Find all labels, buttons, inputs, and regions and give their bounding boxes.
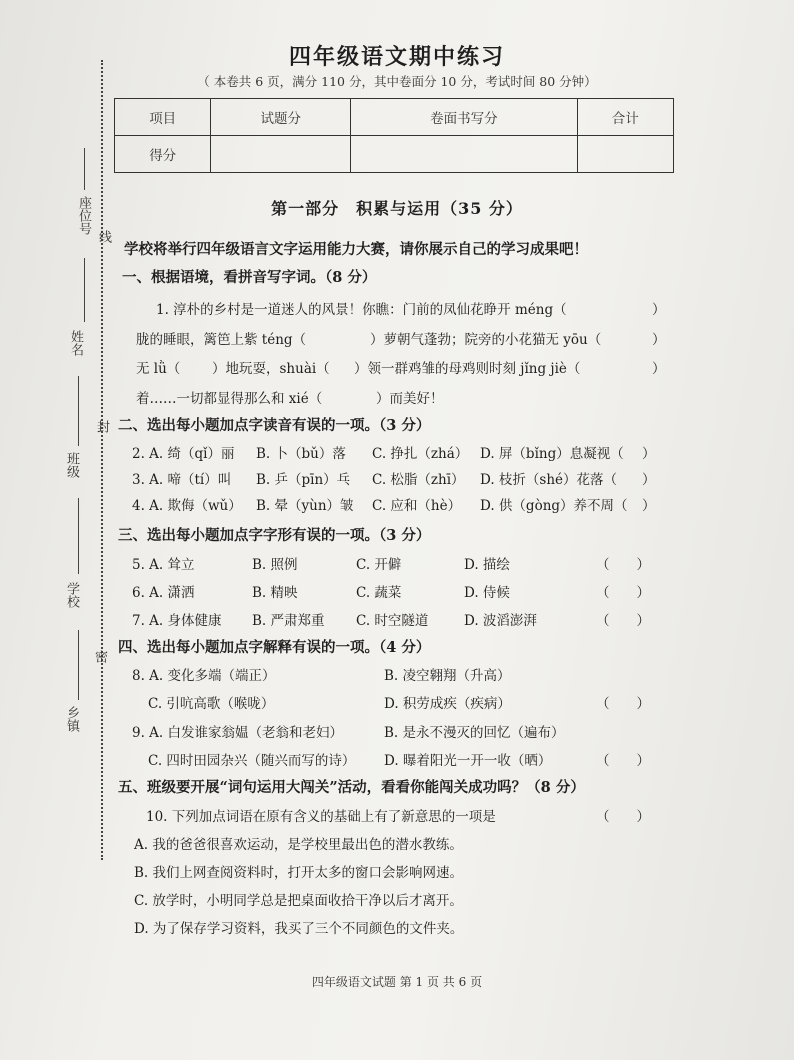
q6-option-b: B. 精映 — [252, 585, 298, 601]
q7-option-c: C. 时空隧道 — [356, 613, 429, 629]
answer-bracket: （ ） — [596, 696, 650, 712]
q5-option-d: D. 描绘 — [464, 557, 510, 573]
answer-bracket: （ ） — [596, 585, 650, 601]
seat-underline — [84, 148, 85, 190]
q3-option-c: C. 松脂（zhī） — [372, 472, 465, 488]
q9-option-c: C. 四时田园杂兴（随兴而写的诗） — [148, 753, 356, 769]
q7-option-d: D. 波滔澎湃 — [464, 613, 537, 629]
answer-bracket-close: ） — [642, 498, 656, 514]
q4-option-d: D. 供（gòng）养不周（ — [480, 498, 628, 514]
secret-label: 密 — [92, 650, 107, 663]
q1-line3b: ）地玩耍，shuài（ — [212, 361, 330, 377]
answer-bracket: （ ） — [596, 613, 650, 629]
q8-option-a: 8. A. 变化多端（端正） — [132, 668, 276, 684]
q5-option-c: C. 开僻 — [356, 557, 402, 573]
q3-option-b: B. 乒（pīn）乓 — [256, 472, 351, 488]
seal-label: 封 — [94, 420, 109, 433]
q8-option-c: C. 引吭高歌（喉咙） — [148, 696, 275, 712]
q10-option-d: D. 为了保存学习资料，我买了三个不同颜色的文件夹。 — [134, 921, 464, 937]
line-label: 线 — [96, 230, 111, 243]
exam-subtitle: （ 本卷共 6 页，满分 110 分，其中卷面分 10 分，考试时间 80 分钟） — [197, 74, 597, 89]
q10-stem: 10. 下列加点词语在原有含义的基础上有了新意思的一项是 — [146, 809, 496, 825]
q10-option-a: A. 我的爸爸很喜欢运动，是学校里最出色的潜水教练。 — [134, 837, 463, 853]
table-header-item: 项目 — [115, 99, 211, 136]
answer-bracket-close: ） — [652, 361, 666, 377]
page-footer: 四年级语文试题 第 1 页 共 6 页 — [311, 975, 483, 989]
q1-line3a: 无 lǜ（ — [136, 361, 181, 377]
q1-line2a: 胧的睡眼，篱笆上紫 téng（ — [136, 332, 307, 348]
q3-option-d: D. 枝折（shé）花落（ — [480, 472, 618, 488]
name-underline — [84, 258, 85, 322]
township-label: 乡镇 — [64, 706, 79, 732]
exam-title: 四年级语文期中练习 — [288, 44, 505, 70]
q1-line2b: ）萝朝气蓬勃；院旁的小花猫无 yōu（ — [370, 332, 602, 348]
answer-bracket-close: ） — [642, 472, 656, 488]
q8-option-b: B. 凌空翱翔（升高） — [384, 668, 511, 684]
q9-option-b: B. 是永不漫灭的回忆（遍布） — [384, 725, 565, 741]
answer-bracket-close: ） — [652, 302, 666, 318]
q4-option-a: 4. A. 欺侮（wǔ） — [132, 498, 242, 514]
q8-option-d: D. 积劳成疾（疾病） — [384, 696, 511, 712]
q7-option-a: 7. A. 身体健康 — [132, 613, 222, 629]
q7-option-b: B. 严肃郑重 — [252, 613, 325, 629]
township-underline — [78, 630, 79, 700]
q2-option-d: D. 屏（bǐng）息凝视（ — [480, 446, 624, 462]
section5-title: 五、班级要开展“词句运用大闯关”活动，看看你能闯关成功吗？（8 分） — [118, 779, 585, 796]
total-cell[interactable] — [577, 136, 673, 173]
q4-option-c: C. 应和（hè） — [372, 498, 462, 514]
q4-option-b: B. 晕（yùn）皱 — [256, 498, 354, 514]
answer-bracket: （ ） — [596, 809, 650, 825]
q5-option-b: B. 照例 — [252, 557, 298, 573]
q1-line4b: ）而美好！ — [376, 391, 444, 407]
table-header-total: 合计 — [577, 99, 673, 136]
q10-option-b: B. 我们上网查阅资料时，打开太多的窗口会影响网速。 — [134, 865, 464, 881]
school-underline — [78, 498, 79, 574]
section3-title: 三、选出每小题加点字字形有误的一项。（3 分） — [118, 527, 431, 544]
section1-title: 一、根据语境，看拼音写字词。（8 分） — [122, 269, 377, 286]
q6-option-a: 6. A. 潇洒 — [132, 585, 195, 601]
class-underline — [78, 376, 79, 446]
handwriting-cell[interactable] — [351, 136, 577, 173]
name-label: 姓名 — [68, 330, 83, 356]
q1-line4a: 着……一切都显得那么和 xié（ — [136, 391, 323, 407]
q1-line1: 1. 淳朴的乡村是一道迷人的风景！你瞧：门前的凤仙花睁开 méng（ — [156, 302, 567, 318]
answer-bracket-close: ） — [652, 332, 666, 348]
table-row — [115, 136, 674, 173]
table-header-score: 试题分 — [211, 99, 351, 136]
school-label: 学校 — [64, 582, 79, 608]
q5-option-a: 5. A. 耸立 — [132, 557, 195, 573]
answer-bracket: （ ） — [596, 753, 650, 769]
score-cell[interactable] — [211, 136, 351, 173]
section2-title: 二、选出每小题加点字读音有误的一项。（3 分） — [118, 417, 431, 434]
part1-title: 第一部分 积累与运用（35 分） — [271, 199, 523, 218]
q6-option-d: D. 侍候 — [464, 585, 510, 601]
table-row — [115, 99, 674, 136]
class-label: 班级 — [64, 452, 79, 478]
q10-option-c: C. 放学时，小明同学总是把桌面收拾干净以后才离开。 — [134, 893, 463, 909]
q1-line3c: ）领一群鸡雏的母鸡则时刻 jǐng jiè（ — [354, 361, 581, 377]
q2-option-b: B. 卜（bǔ）落 — [256, 446, 346, 462]
seat-label: 座位号 — [76, 196, 91, 235]
table-row-label: 得分 — [115, 136, 211, 173]
q9-option-a: 9. A. 白发谁家翁媪（老翁和老妇） — [132, 725, 344, 741]
score-table — [114, 98, 674, 173]
q6-option-c: C. 蔬菜 — [356, 585, 402, 601]
q9-option-d: D. 曝着阳光一开一收（晒） — [384, 753, 552, 769]
q3-option-a: 3. A. 啼（tí）叫 — [132, 472, 232, 488]
answer-bracket-close: ） — [642, 446, 656, 462]
section4-title: 四、选出每小题加点字解释有误的一项。（4 分） — [118, 639, 431, 656]
answer-bracket: （ ） — [596, 557, 650, 573]
table-header-handwriting: 卷面书写分 — [351, 99, 577, 136]
q2-option-a: 2. A. 绮（qǐ）丽 — [132, 446, 235, 462]
q2-option-c: C. 挣扎（zhá） — [372, 446, 469, 462]
part1-intro: 学校将举行四年级语言文字运用能力大赛，请你展示自己的学习成果吧！ — [124, 241, 588, 258]
binding-dotted-line — [101, 60, 103, 860]
